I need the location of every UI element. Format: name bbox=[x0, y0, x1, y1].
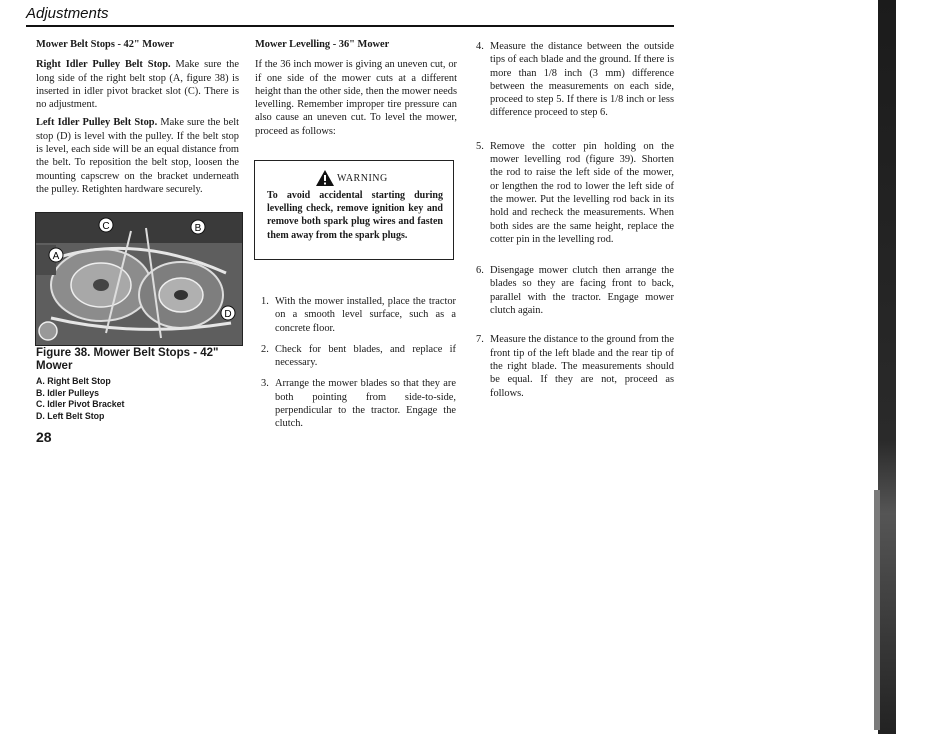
warning-header bbox=[315, 169, 388, 187]
warning-box bbox=[254, 160, 454, 260]
column-levelling bbox=[255, 38, 457, 143]
step-text: Measure the distance to the ground from the front tip of the left blade and the rear tip of the right blade. The measurements should be equal. If they are not, proceed as follows. bbox=[490, 334, 674, 399]
step-number: 2. bbox=[261, 343, 269, 355]
step-item bbox=[476, 333, 674, 399]
step-item bbox=[476, 40, 674, 120]
figure-legend bbox=[36, 376, 236, 422]
scan-binding-edge bbox=[878, 0, 896, 734]
step-item bbox=[476, 140, 674, 246]
step-number: 5. bbox=[476, 140, 484, 152]
step-number: 3. bbox=[261, 378, 269, 390]
callout-c: C bbox=[102, 221, 110, 232]
step-text: With the mower installed, place the tractor on a smooth level surface, such as a concrete floor. bbox=[275, 296, 456, 334]
warning-text: To avoid accidental starting during levelling check, remove ignition key and remove both spark plug wires and fasten them away from the spark plugs. bbox=[267, 190, 443, 241]
header-rule bbox=[26, 25, 674, 27]
legend-item: D. Left Belt Stop bbox=[36, 410, 105, 421]
warning-label: WARNING bbox=[337, 172, 388, 184]
column-belt-stops bbox=[36, 38, 239, 201]
step-item bbox=[261, 343, 456, 370]
step-item bbox=[261, 377, 456, 430]
levelling-steps-4-7 bbox=[476, 40, 674, 400]
lead-left-idler: Left Idler Pulley Belt Stop. bbox=[36, 117, 158, 129]
step-text: Arrange the mower blades so that they are both pointing from side-to-side, perpendicular to the tractor. Engage the clutch. bbox=[275, 378, 456, 430]
step-number: 6. bbox=[476, 265, 484, 277]
callout-b: B bbox=[194, 223, 202, 234]
step-number: 7. bbox=[476, 334, 484, 346]
figure-caption bbox=[36, 347, 236, 422]
figure-38-photo bbox=[35, 212, 243, 346]
warning-triangle-icon bbox=[315, 169, 335, 187]
callout-d: D bbox=[224, 309, 232, 320]
mower-deck-illustration bbox=[36, 213, 242, 345]
step-number: 4. bbox=[476, 41, 484, 52]
paragraph-left-idler bbox=[36, 116, 239, 196]
paragraph-right-idler bbox=[36, 58, 239, 111]
legend-item: A. Right Belt Stop bbox=[36, 376, 111, 386]
paragraph-levelling-intro: If the 36 inch mower is giving an uneven cut, or if one side of the mower cuts at a different height than the other side, then the mower needs levelling. Remember improper tire pressure can also cause an uneven cut. To level the mower, proceed as follows: bbox=[255, 59, 457, 137]
step-text: Remove the cotter pin holding on the mower levelling rod (figure 39). Shorten the rod to raise the left side of the mower, or lengthen the rod to lower the left side of the mower. Put the levelling rod back in its hold and recheck the measurements. When both sides are the same height, replace the cotter pin in the levelling rod. bbox=[490, 140, 674, 245]
step-text: Check for bent blades, and replace if necessary. bbox=[275, 343, 456, 369]
page-header-title: Adjustments bbox=[26, 5, 109, 22]
section-heading-belt-stops: Mower Belt Stops - 42" Mower bbox=[36, 39, 175, 50]
step-number: 1. bbox=[261, 296, 269, 307]
section-heading-levelling: Mower Levelling - 36" Mower bbox=[255, 39, 390, 50]
legend-item: B. Idler Pulleys bbox=[36, 387, 100, 398]
step-item bbox=[261, 295, 456, 335]
legend-item: C. Idler Pivot Bracket bbox=[36, 399, 125, 409]
step-text: Disengage mower clutch then arrange the blades so they are facing front to back, parallel with the tractor. Engage mower clutch again. bbox=[490, 265, 674, 317]
step-text: Measure the distance between the outside tips of each blade and the ground. If there is more than 1/8 inch (3 mm) difference between the measurements on each side, proceed to step 5. If there is 1/8 inch or less difference proceed to step 6. bbox=[490, 41, 674, 119]
text-right-idler: Make sure the long side of the right belt stop (A, figure 38) is inserted in idler pivot bracket slot (C). There is no adjustment. bbox=[36, 59, 239, 111]
text-left-idler: Make sure the belt stop (D) is level with the pulley. If the belt stop is level, each side will be an equal distance from the belt. To reposition the belt stop, loosen the mounting capscrew on the bracket underneath the pulley. Retighten hardware securely. bbox=[36, 117, 239, 195]
scan-binding-shadow bbox=[874, 490, 880, 730]
lead-right-idler: Right Idler Pulley Belt Stop. bbox=[36, 59, 171, 71]
page-number: 28 bbox=[36, 429, 52, 445]
step-item bbox=[476, 264, 674, 317]
callout-a: A bbox=[52, 251, 60, 262]
figure-caption-title: Figure 38. Mower Belt Stops - 42" Mower bbox=[36, 347, 219, 372]
levelling-steps-1-3 bbox=[261, 295, 456, 439]
